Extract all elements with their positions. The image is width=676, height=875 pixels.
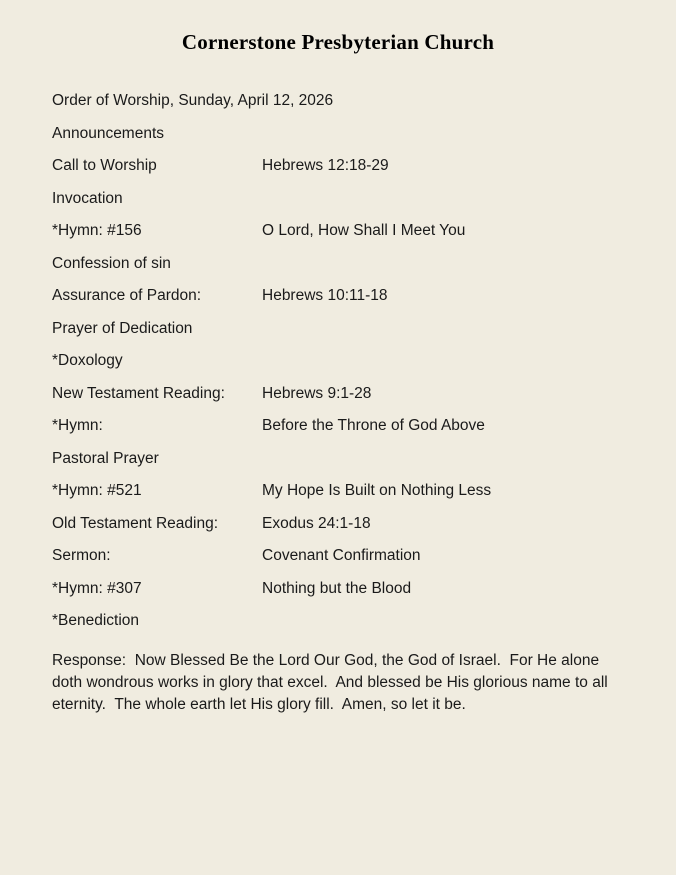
list-item	[52, 613, 624, 629]
item-value: Exodus 24:1-18	[262, 514, 371, 532]
item-label: *Hymn: #156	[52, 222, 142, 239]
list-item	[52, 288, 624, 304]
item-value: Covenant Confirmation	[262, 547, 421, 564]
item-value: O Lord, How Shall I Meet You	[262, 222, 466, 239]
item-value: Hebrews 9:1-28	[262, 384, 372, 402]
list-item	[52, 256, 624, 272]
item-value: Hebrews 10:11-18	[262, 287, 388, 304]
item-label: *Doxology	[52, 352, 123, 369]
item-label: Sermon:	[52, 547, 111, 564]
item-label: Call to Worship	[52, 157, 157, 174]
item-label: Assurance of Pardon:	[52, 287, 202, 304]
list-item	[52, 353, 624, 369]
item-value: My Hope Is Built on Nothing Less	[262, 482, 492, 499]
item-value: Nothing but the Blood	[262, 579, 412, 597]
list-item	[52, 191, 624, 207]
list-item	[52, 516, 624, 532]
list-item	[52, 386, 624, 402]
item-value: Hebrews 12:18-29	[262, 157, 389, 174]
response-paragraph: Response: Now Blessed Be the Lord Our God, the God of Israel. For He alone doth wondrous works in glory that excel. And blessed be His glorious name to all eternity. The whole earth let His glory fill. Amen, so let it be.	[52, 651, 613, 713]
item-label: *Benediction	[52, 612, 140, 629]
item-label: Invocation	[52, 189, 123, 207]
item-label: *Hymn: #521	[52, 482, 142, 499]
item-label: Pastoral Prayer	[52, 449, 159, 467]
list-item	[52, 126, 624, 142]
item-label: *Hymn: #307	[52, 579, 142, 597]
page-title: Cornerstone Presbyterian Church	[181, 30, 495, 54]
list-item	[52, 483, 624, 499]
item-label: Order of Worship, Sunday, April 12, 2026	[52, 92, 334, 109]
order-of-worship-list	[52, 93, 624, 629]
item-value: Before the Throne of God Above	[262, 417, 485, 434]
list-item	[52, 158, 624, 174]
item-label: New Testament Reading:	[52, 384, 225, 402]
list-item	[52, 451, 624, 467]
list-item	[52, 548, 624, 564]
item-label: Old Testament Reading:	[52, 514, 219, 532]
item-label: Announcements	[52, 124, 165, 142]
list-item	[52, 418, 624, 434]
item-label: *Hymn:	[52, 417, 103, 434]
item-label: Prayer of Dedication	[52, 319, 193, 337]
list-item	[52, 581, 624, 597]
list-item	[52, 321, 624, 337]
list-item	[52, 93, 624, 109]
list-item	[52, 223, 624, 239]
item-label: Confession of sin	[52, 254, 171, 272]
